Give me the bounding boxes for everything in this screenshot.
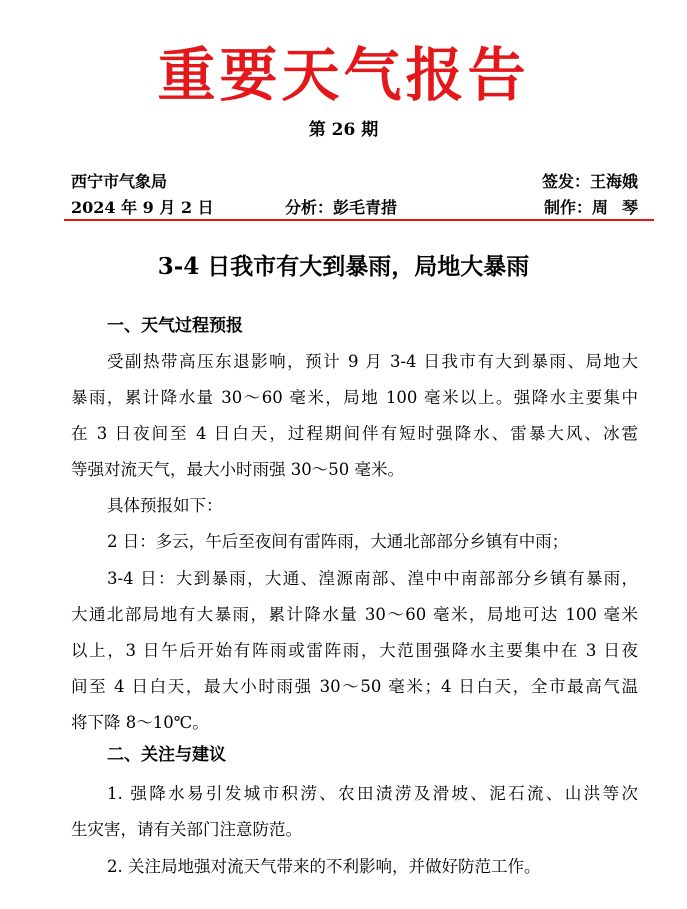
paragraph-line: 1. 强降水易引发城市积涝、农田渍涝及滑坡、泥石流、山洪等次 [107, 784, 638, 803]
paragraph-line: 大通北部局地有大暴雨，累计降水量 30～60 毫米，局地可达 100 毫米 [71, 605, 638, 624]
section-heading-forecast: 一、天气过程预报 [107, 316, 243, 336]
header-divider [64, 219, 654, 221]
paragraph-line: 在 3 日夜间至 4 日白天，过程期间伴有短时强降水、雷暴大风、冰雹 [71, 424, 638, 443]
producer-block [543, 197, 652, 219]
paragraph-line: 暴雨，累计降水量 30～60 毫米，局地 100 毫米以上。强降水主要集中 [71, 388, 638, 407]
signer-block [542, 171, 638, 193]
report-title: 重要天气报告 [157, 41, 530, 109]
paragraph-line: 间至 4 日白天，最大小时雨强 30～50 毫米；4 日白天，全市最高气温 [71, 677, 638, 696]
signer-label: 签发： [541, 172, 590, 191]
analyst-block [285, 197, 397, 219]
paragraph-line: 生灾害，请有关部门注意防范。 [71, 820, 302, 839]
paragraph-line: 以上，3 日午后开始有阵雨或雷阵雨，大范围强降水主要集中在 3 日夜 [71, 641, 638, 660]
analyst-name: 彭毛青措 [333, 198, 398, 217]
producer-name: 周琴 [591, 198, 652, 217]
report-headline: 3-4 日我市有大到暴雨，局地大暴雨 [157, 253, 530, 280]
section-heading-advice: 二、关注与建议 [107, 745, 226, 765]
paragraph-line: 2 日：多云，午后至夜间有雷阵雨，大通北部部分乡镇有中雨； [107, 532, 569, 551]
paragraph-line: 受副热带高压东退影响，预计 9 月 3-4 日我市有大到暴雨、局地大 [107, 352, 638, 371]
issue-date: 2024 年 9 月 2 日 [71, 198, 214, 217]
paragraph-line: 具体预报如下： [107, 496, 223, 515]
paragraph-line: 2. 关注局地强对流天气带来的不利影响，并做好防范工作。 [107, 857, 541, 876]
signer-name: 王海娥 [589, 172, 638, 191]
paragraph-line: 等强对流天气，最大小时雨强 30～50 毫米。 [71, 460, 404, 479]
paragraph-line: 将下降 8～10℃。 [71, 713, 209, 732]
producer-label: 制作： [543, 198, 592, 217]
analysis-label: 分析： [285, 198, 334, 217]
paragraph-line: 3-4 日：大到暴雨，大通、湟源南部、湟中中南部部分乡镇有暴雨， [107, 569, 638, 588]
issuing-organization: 西宁市气象局 [71, 172, 168, 191]
issue-number: 第 26 期 [308, 120, 379, 140]
